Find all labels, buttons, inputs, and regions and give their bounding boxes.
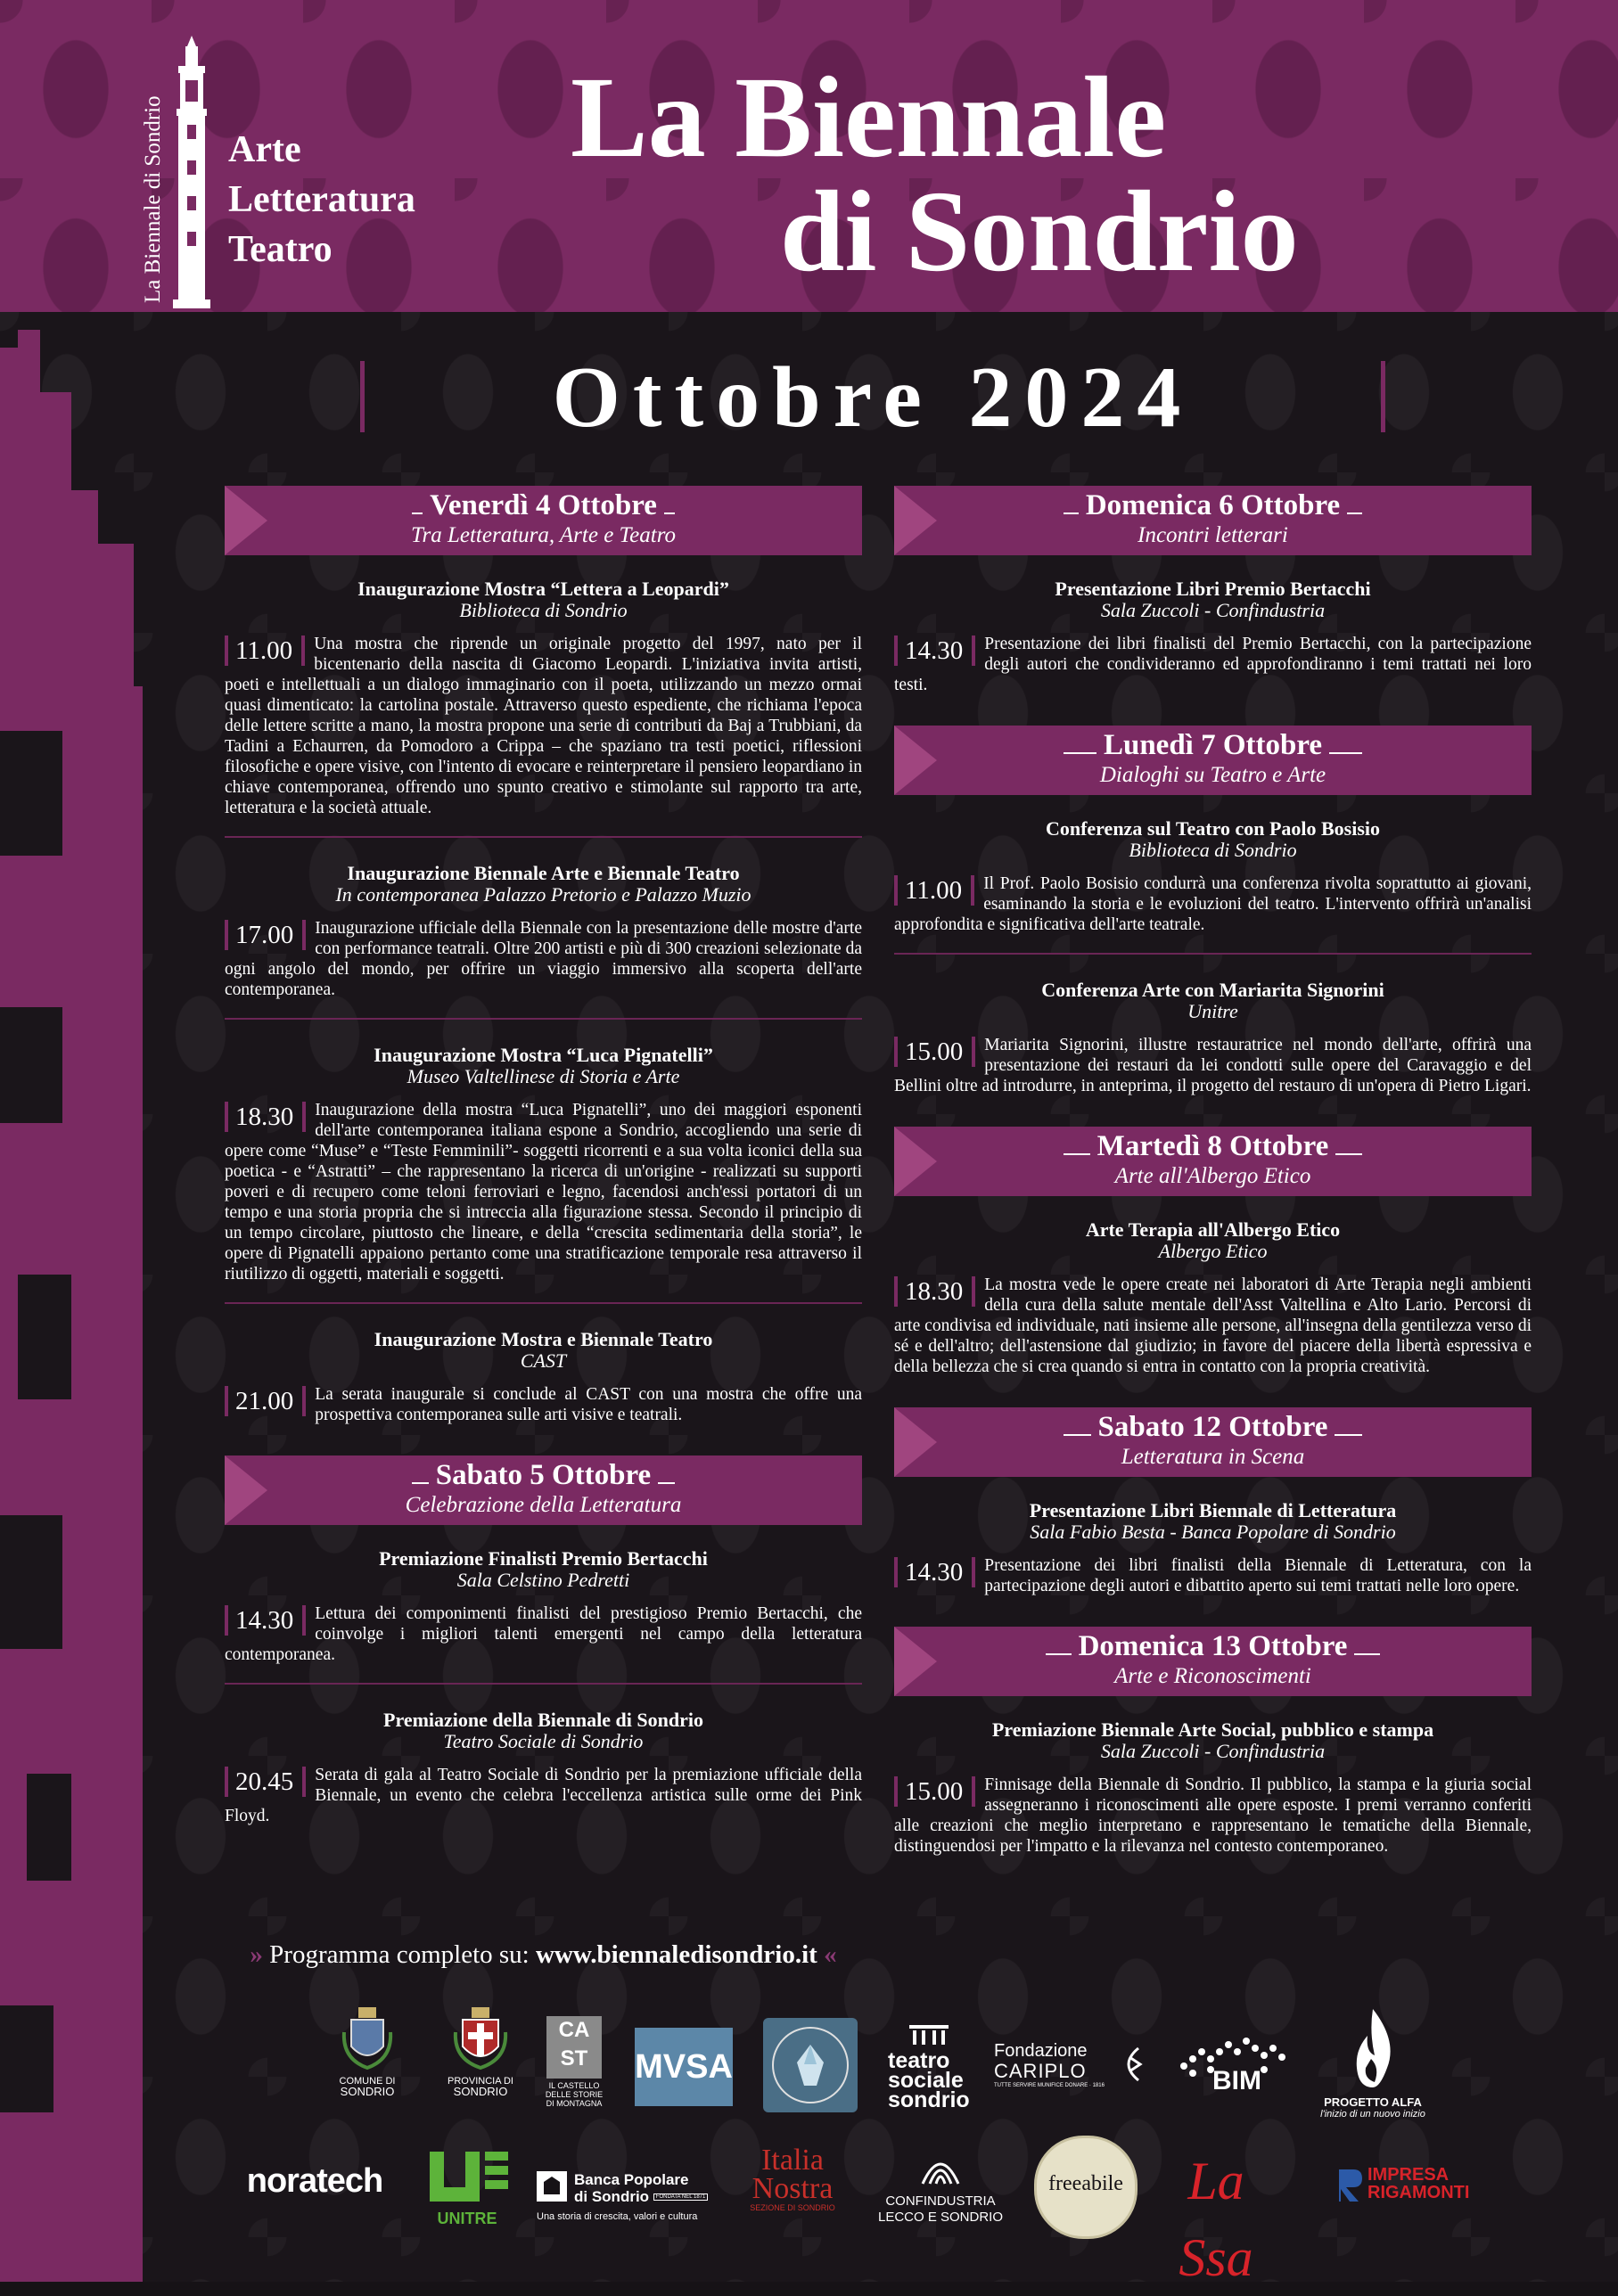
cast-logo (544, 2016, 604, 2108)
event (225, 573, 862, 831)
program-link-line (225, 1940, 862, 1970)
subtitle-arte: Arte (228, 129, 301, 170)
impresa-rigamonti-logo (1335, 2166, 1514, 2202)
day-name-text: Martedì 8 Ottobre (1090, 1130, 1336, 1162)
event-time: 15.00 (894, 1037, 975, 1067)
confindustria-line-1: CONFINDUSTRIA (885, 2194, 996, 2209)
event-place: Sala Zuccoli - Confindustria (1100, 599, 1326, 621)
teatro-line-1: teatro (888, 2048, 950, 2073)
comune-sondrio-logo (332, 2005, 403, 2097)
event (894, 974, 1532, 1109)
unitre-text: UNITRE (437, 2210, 497, 2227)
banca-line-2 (574, 2188, 720, 2206)
unitre-mark-icon (424, 2148, 510, 2205)
day-venerdi-4 (225, 486, 862, 1438)
cariplo-mark-icon (1112, 2045, 1147, 2084)
separator (225, 1683, 862, 1685)
day-lunedi-7 (894, 726, 1532, 1109)
event (894, 1495, 1532, 1609)
event-place: Sala Celstino Pedretti (456, 1569, 630, 1591)
provincia-sondrio-logo (443, 2005, 518, 2097)
italia-nostra-caption: SEZIONE DI SONDRIO (750, 2203, 835, 2212)
day-theme: Dialoghi su Teatro e Arte (1099, 763, 1326, 787)
cariplo-line-2: CARIPLO (994, 2060, 1087, 2082)
event-time: 14.30 (225, 1605, 306, 1636)
day-name-text: Sabato 5 Ottobre (429, 1459, 658, 1491)
event-time: 21.00 (225, 1386, 306, 1416)
day-banner (894, 726, 1532, 795)
event-time: 17.00 (225, 920, 306, 950)
day-name (894, 1411, 1532, 1444)
day-name (894, 1130, 1532, 1163)
crystal-badge-icon (763, 2018, 858, 2112)
banca-line-1: Banca Popolare (574, 2171, 689, 2188)
comune-line-1: COMUNE DI (339, 2076, 396, 2087)
bim-text: BIM (1212, 2066, 1261, 2095)
event (894, 1214, 1532, 1390)
program-url-link[interactable]: www.biennaledisondrio.it (535, 1940, 817, 1969)
building-silhouette-icon (0, 312, 143, 2282)
event-place: CAST (520, 1349, 567, 1372)
event-time: 11.00 (225, 636, 305, 666)
rigamonti-r-icon (1335, 2168, 1364, 2203)
subtitle-teatro: Teatro (228, 229, 333, 270)
day-theme: Tra Letteratura, Arte e Teatro (410, 523, 677, 547)
day-name (894, 729, 1532, 762)
event-place: Museo Valtellinese di Storia e Arte (407, 1065, 680, 1087)
title-line-1: La Biennale (571, 53, 1167, 182)
event-description (225, 1384, 862, 1425)
cast-letters-2: ST (560, 2046, 588, 2070)
event-place: Biblioteca di Sondrio (1129, 839, 1297, 861)
event-title: Presentazione Libri Biennale di Letteratura (1029, 1499, 1397, 1521)
event-time: 15.00 (894, 1776, 975, 1807)
event-text: Serata di gala al Teatro Sociale di Sondrio per la premiazione ufficiale della Biennale, un evento che celebra l'eccellenza artistica sulle orme dei Pink Floyd. (225, 1766, 862, 1825)
double-chevron-left-icon: « (824, 1940, 837, 1969)
event-text: Finnisage della Biennale di Sondrio. Il pubblico, la stampa e la giuria social assegneranno i riconoscimenti alle opere esposte. I premi verranno conferiti alle creazioni che meglio interpretano e rappresentano le tematiche della Biennale, distinguendosi per l'impatto e la rilevanza nel contesto contemporaneo. (894, 1775, 1532, 1856)
day-name-text: Sabato 12 Ottobre (1091, 1411, 1335, 1443)
event-title: Inaugurazione Mostra “Lettera a Leopardi” (357, 578, 729, 600)
event-title: Inaugurazione Biennale Arte e Biennale Teatro (347, 862, 740, 884)
event-place: Biblioteca di Sondrio (459, 599, 628, 621)
subtitle-letteratura: Letteratura (228, 179, 415, 220)
event-description (894, 1555, 1532, 1596)
event-description (225, 1603, 862, 1665)
event-place: Albergo Etico (1158, 1240, 1268, 1262)
event-text: Presentazione dei libri finalisti della Biennale di Letteratura, con la partecipazione degli autori e dibattito aperto sui temi trattati nelle loro opere. (984, 1556, 1532, 1595)
day-martedi-8 (894, 1127, 1532, 1390)
event-description (894, 1275, 1532, 1377)
event-title: Premiazione Finalisti Premio Bertacchi (379, 1547, 708, 1570)
bank-emblem-icon (537, 2171, 567, 2202)
day-theme: Incontri letterari (1138, 523, 1288, 547)
day-theme: Arte e Riconoscimenti (1114, 1664, 1311, 1688)
main-title (571, 53, 1373, 296)
day-banner (225, 1456, 862, 1525)
cariplo-caption: TUTTE SERVIRE MUNIFICE DONARE · 1816 (994, 2083, 1105, 2088)
provincia-crest-icon (452, 2005, 509, 2071)
cast-caption: IL CASTELLO DELLE STORIE DI MONTAGNA (545, 2081, 604, 2108)
progetto-alfa-name: PROGETTO ALFA (1324, 2095, 1422, 2109)
fondazione-cariplo-logo (994, 2041, 1163, 2089)
tower-vertical-text: La Biennale di Sondrio (141, 95, 165, 303)
cast-box (546, 2016, 602, 2079)
event-text: Presentazione dei libri finalisti del Premio Bertacchi, con la partecipazione degli autori che condivideranno ed approfondiranno i temi trattati nei loro testi. (894, 635, 1532, 694)
event (225, 1543, 862, 1677)
event-place: Unitre (1187, 1000, 1238, 1022)
comune-line-2: SONDRIO (340, 2085, 395, 2098)
header-subtitle (228, 125, 415, 275)
day-banner (894, 1627, 1532, 1696)
day-name-text: Domenica 13 Ottobre (1072, 1630, 1355, 1662)
event-place: Sala Fabio Besta - Banca Popolare di Sondrio (1030, 1521, 1396, 1543)
event-description (894, 873, 1532, 935)
event-description (225, 1765, 862, 1826)
progetto-alfa-tagline: l'inizio di un nuovo inizio (1320, 2109, 1425, 2120)
mvsa-logo: MVSA (635, 2028, 733, 2106)
italia-nostra-line-2: Nostra (752, 2172, 834, 2205)
event-title: Premiazione Biennale Arte Social, pubblico e stampa (991, 1718, 1434, 1741)
day-theme: Celebrazione della Letteratura (405, 1493, 682, 1517)
event-time: 20.45 (225, 1767, 306, 1797)
event-time: 14.30 (894, 636, 975, 666)
day-banner (894, 486, 1532, 555)
event-text: La serata inaugurale si conclude al CAST con una mostra che offre una prospettiva contemporanea sulle arti visive e teatrali. (315, 1385, 862, 1424)
freeabile-logo (1034, 2136, 1138, 2239)
day-name (225, 1459, 862, 1492)
event-title: Inaugurazione Mostra e Biennale Teatro (374, 1328, 713, 1350)
confindustria-logo (869, 2144, 1012, 2226)
coat-of-arms-icon (341, 2005, 394, 2071)
event-time: 14.30 (894, 1557, 975, 1587)
event-title: Inaugurazione Mostra “Luca Pignatelli” (374, 1044, 713, 1066)
provincia-line-1: PROVINCIA DI (448, 2076, 513, 2087)
day-name (894, 489, 1532, 522)
day-domenica-13 (894, 1627, 1532, 1869)
event-text: Lettura dei componimenti finalisti del prestigioso Premio Bertacchi, che coinvolge i migliori talenti emergenti nel campo della letteratura contemporanea. (225, 1604, 862, 1664)
event-description (894, 1035, 1532, 1096)
event-description (225, 634, 862, 818)
event-description (225, 918, 862, 1000)
teatro-sociale-name (888, 2048, 970, 2112)
la-ssa-logo: La Ssa (1179, 2152, 1253, 2287)
event-text: Inaugurazione della mostra “Luca Pignatelli”, uno dei maggiori esponenti dell'arte contemporanea italiana espone a Sondrio, accogliendo una serie di opere come “Muse” e “Teste Femminili”- soggetti ricorrenti e a sua volta iconici della sua poetica - e “Astratti” – che rappresentano la ricerca di un'origine - realizzati su supporti poveri e di recupero come teloni ferroviari e legno, facendosi anch'essi portatori di un tempo e una storia propria che si intreccia alla figurazione stessa. Secondo il principio di un tempo circolare, piuttosto che lineare, e della “crescita sedimentaria della storia”, le opere di Pignatelli appaiono pertanto come una stratificazione temporale resa attraverso il riutilizzo di oggetti, materiali e soggetti. (225, 1101, 862, 1283)
bim-logo (1168, 2030, 1302, 2098)
double-chevron-right-icon: » (250, 1940, 263, 1969)
month-title: Ottobre 2024 (552, 349, 1194, 446)
day-sabato-12 (894, 1407, 1532, 1609)
museo-mineralogia-logo (763, 2018, 858, 2112)
day-banner (894, 1127, 1532, 1196)
event (225, 1324, 862, 1438)
day-name-text: Domenica 6 Ottobre (1079, 489, 1347, 521)
right-column (894, 486, 1532, 1887)
day-banner (894, 1407, 1532, 1477)
freeabile-text: freeabile (1048, 2172, 1123, 2195)
day-theme: Letteratura in Scena (1121, 1445, 1305, 1469)
banca-popolare-logo (537, 2171, 720, 2222)
day-theme: Arte all'Albergo Etico (1114, 1164, 1311, 1188)
event-title: Premiazione della Biennale di Sondrio (383, 1709, 703, 1731)
event (894, 1714, 1532, 1869)
event-time: 11.00 (894, 875, 974, 906)
event-title: Conferenza Arte con Mariarita Signorini (1041, 979, 1384, 1001)
separator (225, 1302, 862, 1304)
progetto-alfa-logo (1318, 2005, 1428, 2120)
cast-letters-1: CA (558, 2018, 590, 2042)
event-title: Presentazione Libri Premio Bertacchi (1055, 578, 1371, 600)
event-place: Sala Zuccoli - Confindustria (1100, 1740, 1326, 1762)
separator (225, 1018, 862, 1020)
program-label: Programma completo su: (269, 1940, 530, 1969)
cariplo-line-1: Fondazione (994, 2041, 1088, 2061)
day-name-text: Venerdì 4 Ottobre (423, 489, 664, 521)
day-name (894, 1630, 1532, 1663)
banca-founded-badge: FONDATA NEL 1871 (653, 2194, 709, 2201)
event-text: Inaugurazione ufficiale della Biennale con la presentazione delle mostre d'arte con performance teatrali. Oltre 200 artisti e più di 300 creazioni selezionate da ogni angolo del mondo, per offrire un viaggio immersivo alla scoperta dell'arte contemporanea. (225, 919, 862, 999)
event-description (894, 634, 1532, 695)
separator (225, 836, 862, 838)
day-name (225, 489, 862, 522)
teatro-line-2: sociale (888, 2068, 964, 2093)
event (225, 1039, 862, 1297)
unitre-logo (423, 2148, 512, 2228)
confindustria-line-2: LECCO E SONDRIO (877, 2210, 1004, 2225)
event-text: La mostra vede le opere create nei laboratori di Arte Terapia negli ambienti della cura della salute mentale dell'Asst Valtellina e Alto Lario. Percorsi di arte condivisa ed individuale, nati insieme alle persone, all'insegna della gentilezza verso di sé e dell'altro; dell'astensione dal giudizio; in favore del piacere della libertà espressiva e della bellezza che si crea quando si entra in contatto con la propria creatività. (894, 1275, 1532, 1376)
banca-tagline: Una storia di crescita, valori e cultura (537, 2211, 698, 2223)
teatro-sociale-logo (888, 2021, 970, 2110)
day-domenica-6 (894, 486, 1532, 708)
event-text: Mariarita Signorini, illustre restauratrice nel mondo dell'arte, offrirà una presentazione dei restauri da lei condotti sulle opere del Caravaggio e del Bellini oltre ad introdurre, in anteprima, il progetto del restauro di un'opera di Pietro Ligari. (894, 1036, 1532, 1095)
flame-icon (1344, 2005, 1401, 2091)
title-line-2: di Sondrio (780, 168, 1299, 296)
italia-nostra-logo (740, 2146, 845, 2212)
rigamonti-line-1: IMPRESA (1367, 2165, 1450, 2185)
event-place: In contemporanea Palazzo Pretorio e Palazzo Muzio (335, 883, 752, 906)
event-text: Una mostra che riprende un originale progetto del 1997, nato per il bicentenario della nascita di Giacomo Leopardi. L'iniziativa invita artisti, poeti e intellettuali a un dialogo immaginario con il poeta, utilizzando un mezzo ormai quasi dimenticato: la cartolina postale. Attraverso questo espediente, che richiama l'epoca delle lettere scritte a mano, la mostra propone una serie di contributi da Baj a Trubbiani, da Tadini a Echaurren, da Pomodoro a Crippa – che spaziano tra testi poetici, riflessioni filosofiche e opere visive, con l'intento di evocare e reinterpretare il pensiero leopardiano in chiave contemporanea, offrendo uno spunto creativo e stimolante sul rapporto tra arte, letteratura e la società attuale. (225, 635, 862, 817)
event (894, 813, 1532, 947)
event-description (894, 1775, 1532, 1857)
theater-building-icon (908, 2021, 950, 2046)
event-title: Arte Terapia all'Albergo Etico (1085, 1218, 1341, 1241)
event (225, 1704, 862, 1839)
confindustria-mark-icon (916, 2144, 965, 2189)
event-title: Conferenza sul Teatro con Paolo Bosisio (1045, 817, 1381, 840)
separator (894, 953, 1532, 955)
noratech-logo: noratech (246, 2162, 383, 2200)
event-time: 18.30 (894, 1276, 975, 1307)
day-sabato-5 (225, 1456, 862, 1839)
event-description (225, 1100, 862, 1284)
teatro-line-3: sondrio (888, 2087, 970, 2112)
italia-nostra-line-1: Italia (761, 2144, 824, 2177)
day-name-text: Lunedì 7 Ottobre (1096, 729, 1329, 761)
event-text: Il Prof. Paolo Bosisio condurrà una conferenza rivolta soprattutto ai giovani, esaminando la storia e le evoluzioni del teatro. L'intervento offrirà un'analisi approfondita e significativa dell'arte teatrale. (894, 874, 1532, 934)
day-banner (225, 486, 862, 555)
left-column (225, 486, 862, 1857)
event-time: 18.30 (225, 1102, 306, 1132)
provincia-line-2: SONDRIO (453, 2085, 508, 2098)
banca-line-2-text: di Sondrio (574, 2188, 650, 2205)
rigamonti-line-2: RIGAMONTI (1367, 2183, 1470, 2202)
event (225, 857, 862, 1013)
event-place: Teatro Sociale di Sondrio (443, 1730, 644, 1752)
event (894, 573, 1532, 708)
